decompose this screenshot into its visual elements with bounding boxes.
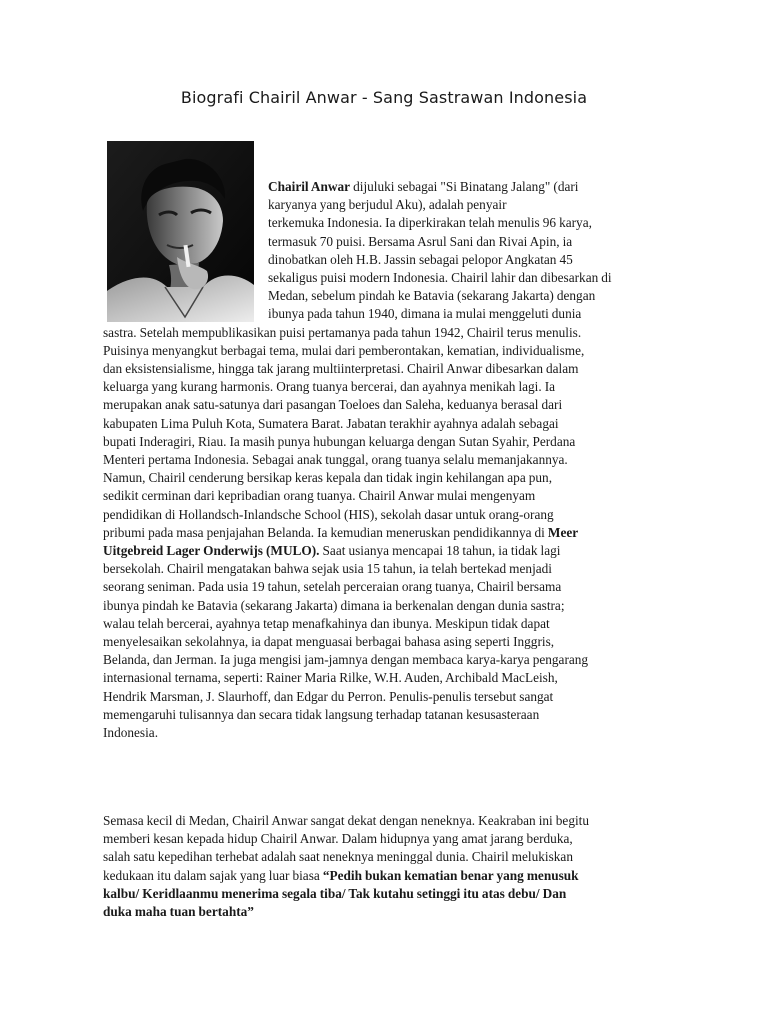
paragraph-line: salah satu kepedihan terhebat adalah saat neneknya meninggal dunia. Chairil melukiskan — [103, 849, 573, 865]
paragraph-line: ibunya pada tahun 1940, dimana ia mulai menggeluti dunia — [268, 306, 582, 322]
paragraph-line: bersekolah. Chairil mengatakan bahwa sejak usia 15 tahun, ia telah bertekad menjadi — [103, 561, 553, 577]
paragraph-line: memberi kesan kepada hidup Chairil Anwar. Dalam hidupnya yang amat jarang berduka, — [103, 831, 573, 847]
paragraph-line: kedukaan itu dalam sajak yang luar biasa “Pedih bukan kematian benar yang menusuk — [103, 867, 579, 883]
paragraph-line: terkemuka Indonesia. Ia diperkirakan telah menulis 96 karya, — [268, 215, 592, 231]
paragraph-line: Namun, Chairil cenderung bersikap keras kepala dan tidak ingin kehilangan apa pun, — [103, 470, 553, 486]
paragraph-line: pendidikan di Hollandsch-Inlandsche School (HIS), sekolah dasar untuk orang-orang — [103, 506, 554, 522]
bold-school-name: Uitgebreid Lager Onderwijs (MULO). — [103, 543, 320, 559]
document-title: Biografi Chairil Anwar - Sang Sastrawan Indonesia — [180, 88, 588, 107]
paragraph-line: keluarga yang kurang harmonis. Orang tuanya bercerai, dan ayahnya menikah lagi. Ia — [103, 379, 556, 395]
paragraph-line: seorang seniman. Pada usia 19 tahun, setelah perceraian orang tuanya, Chairil bersama — [103, 579, 562, 595]
paragraph-line: walau telah bercerai, ayahnya tetap menafkahinya dan ibunya. Meskipun tidak dapat — [103, 615, 550, 631]
paragraph-line: Medan, sebelum pindah ke Batavia (sekarang Jakarta) dengan — [268, 288, 596, 304]
bold-poem-quote: duka maha tuan bertahta” — [103, 904, 254, 920]
paragraph-line: ibunya pindah ke Batavia (sekarang Jakarta) dimana ia berkenalan dengan dunia sastra; — [103, 597, 565, 613]
paragraph-line: Puisinya menyangkut berbagai tema, mulai dari pemberontakan, kematian, individualisme, — [103, 342, 585, 358]
paragraph-line: dinobatkan oleh H.B. Jassin sebagai pelopor Angkatan 45 — [268, 251, 573, 267]
paragraph-line: internasional ternama, seperti: Rainer Maria Rilke, W.H. Auden, Archibald MacLeish, — [103, 670, 558, 686]
bold-poem-quote: kalbu/ Keridlaanmu menerima segala tiba/ Tak kutahu setinggi itu atas debu/ Dan — [103, 885, 567, 901]
paragraph-line: Belanda, dan Jerman. Ia juga mengisi jam-jamnya dengan membaca karya-karya pengarang — [103, 652, 589, 668]
paragraph-line: pribumi pada masa penjajahan Belanda. Ia kemudian meneruskan pendidikannya di Meer — [103, 524, 579, 540]
paragraph-line: termasuk 70 puisi. Bersama Asrul Sani dan Rivai Apin, ia — [268, 233, 573, 249]
paragraph-line: karyanya yang berjudul Aku), adalah penyair — [268, 197, 507, 213]
paragraph-line: Indonesia. — [103, 725, 159, 741]
paragraph-line: kabupaten Lima Puluh Kota, Sumatera Barat. Jabatan terakhir ayahnya adalah sebagai — [103, 415, 559, 431]
paragraph-line: Hendrik Marsman, J. Slaurhoff, dan Edgar du Perron. Penulis-penulis tersebut sangat — [103, 688, 554, 704]
paragraph-line: dan eksistensialisme, hingga tak jarang multiinterpretasi. Chairil Anwar dibesarkan dalam — [103, 361, 579, 377]
paragraph-line: Chairil Anwar dijuluki sebagai "Si Binatang Jalang" (dari — [268, 179, 579, 194]
biography-paragraph-2 — [103, 812, 678, 921]
bold-school-name: Meer — [547, 524, 579, 540]
biography-paragraph-1 — [103, 178, 678, 742]
paragraph-line: bupati Inderagiri, Riau. Ia masih punya hubungan keluarga dengan Sutan Syahir, Perdana — [103, 433, 576, 449]
bold-poem-quote: “Pedih bukan kematian benar yang menusuk — [322, 867, 579, 883]
paragraph-line: sastra. Setelah mempublikasikan puisi pertamanya pada tahun 1942, Chairil terus menulis. — [103, 324, 582, 340]
paragraph-line: menyelesaikan sekolahnya, ia dapat menguasai berbagai bahasa asing seperti Inggris, — [103, 634, 555, 650]
paragraph-line: Menteri pertama Indonesia. Sebagai anak tunggal, orang tuanya selalu memanjakannya. — [103, 452, 568, 468]
paragraph-line: sedikit cerminan dari kepribadian orang tuanya. Chairil Anwar mulai mengenyam — [103, 488, 536, 504]
bold-name: Chairil Anwar — [268, 179, 351, 194]
paragraph-line: memengaruhi tulisannya dan secara tidak langsung terhadap tatanan kesusasteraan — [103, 706, 540, 722]
paragraph-line: Uitgebreid Lager Onderwijs (MULO). Saat usianya mencapai 18 tahun, ia tidak lagi — [103, 543, 561, 559]
paragraph-line: merupakan anak satu-satunya dari pasangan Toeloes dan Saleha, keduanya berasal dari — [103, 397, 563, 413]
paragraph-line: sekaligus puisi modern Indonesia. Chairil lahir dan dibesarkan di — [268, 270, 612, 286]
paragraph-line: Semasa kecil di Medan, Chairil Anwar sangat dekat dengan neneknya. Keakraban ini begitu — [103, 813, 590, 828]
